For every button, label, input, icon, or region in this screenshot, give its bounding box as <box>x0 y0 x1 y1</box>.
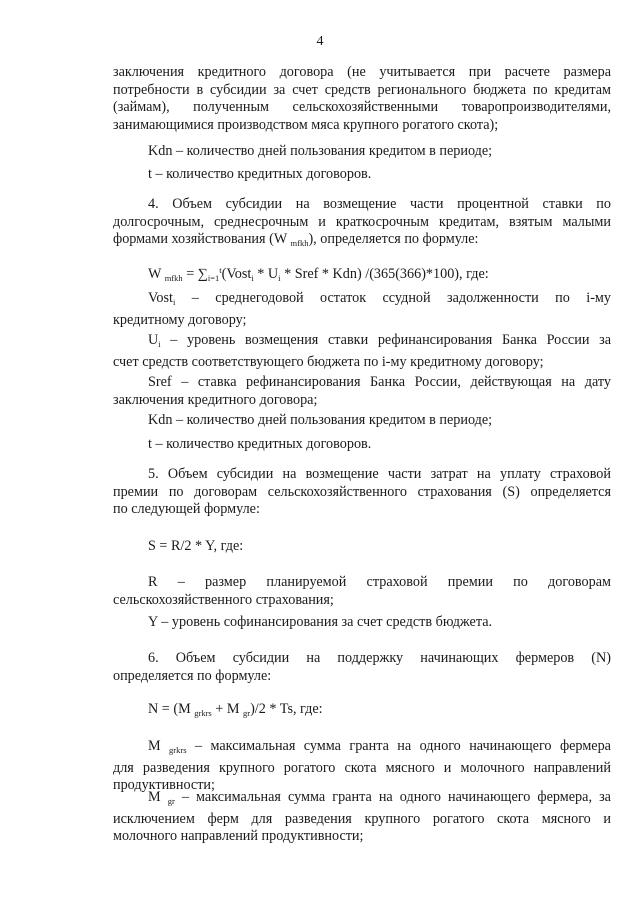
definition-m-grkrs <box>113 738 611 795</box>
text-line: потребности в субсидии за счет средств регионального бюджета по кредитам <box>113 81 611 98</box>
page-number: 4 <box>316 34 324 49</box>
definition-kdn: Kdn – количество дней пользования кредитом в периоде; <box>148 143 493 159</box>
formula-w-mfkh: W $_{mfkh} = \sum_{i=1}^t(Vost_i * U_i$ * Sref * Kdn) /(365(366)*100), где: <box>148 265 489 283</box>
text-line: заключения кредитного договора; <box>113 391 318 408</box>
definition-r <box>113 574 611 609</box>
text-line: M $_{grkrs}$ – максимальная сумма гранта на одного начинающего фермера <box>148 738 611 755</box>
paragraph-continuation <box>113 64 611 134</box>
text-line: 5. Объем субсидии на возмещение части затрат на уплату страховой <box>148 466 611 482</box>
text-line: заключения кредитного договора (не учитывается при расчете размера <box>113 64 611 80</box>
definition-m-gr <box>113 789 611 846</box>
paragraph-5 <box>113 466 611 519</box>
definition-y: Y – уровень софинансирования за счет средств бюджета. <box>148 614 493 630</box>
paragraph-4 <box>113 196 611 253</box>
text-line: Vost$_i$ – среднегодовой остаток ссудной задолженности по i-му <box>148 290 611 307</box>
text-line: 6. Объем субсидии на поддержку начинающих фермеров (N) <box>148 650 611 666</box>
definition-sref <box>113 374 611 409</box>
formula-s: S = R/2 * Y, где: <box>148 538 244 554</box>
text-line: $U_i$ – уровень возмещения ставки рефинансирования Банка России за <box>148 332 611 349</box>
text-line: продуктивности; <box>113 777 215 793</box>
text-line: исключением ферм для разведения крупного рогатого скота мясного и <box>113 810 611 827</box>
text-line: формами хозяйствования (W $_{mfkh}$), определяется по формуле: <box>113 231 479 248</box>
definition-t-2: t – количество кредитных договоров. <box>148 436 372 452</box>
text-line: премии по договорам сельскохозяйственного страхования (S) определяется <box>113 483 611 500</box>
text-line: счет средств соответствующего бюджета по i-му кредитному договору; <box>113 353 544 370</box>
text-line: R – размер планируемой страховой премии по договорам <box>148 574 611 590</box>
definition-vost <box>113 290 611 329</box>
text-line: 4. Объем субсидии на возмещение части процентной ставки по <box>148 196 611 212</box>
text-line: по следующей формуле: <box>113 501 260 517</box>
formula-n: N = (M $_{grkrs}$ + M $_{gr}$)/2 * Ts, где: <box>148 701 323 718</box>
text-line: занимающимися производством мяса крупного рогатого скота); <box>113 116 499 133</box>
text-line: сельскохозяйственного страхования; <box>113 591 334 608</box>
definition-t: t – количество кредитных договоров. <box>148 166 372 182</box>
text-line: M $_{gr}$ – максимальная сумма гранта на одного начинающего фермера, за <box>148 789 611 806</box>
text-line: долгосрочным, среднесрочным и краткосрочным кредитам, взятым малыми <box>113 213 611 230</box>
paragraph-6 <box>113 650 611 685</box>
text-line: для разведения крупного рогатого скота мясного и молочного направлений <box>113 759 611 776</box>
text-line: молочного направлений продуктивности; <box>113 828 364 844</box>
text-line: (займам), полученным сельскохозяйственными товаропроизводителями, <box>113 99 611 115</box>
text-line: кредитному договору; <box>113 311 247 328</box>
definition-kdn-2: Kdn – количество дней пользования кредитом в периоде; <box>148 412 493 428</box>
text-line: Sref – ставка рефинансирования Банка России, действующая на дату <box>148 374 611 390</box>
text-line: определяется по формуле: <box>113 667 272 684</box>
definition-u <box>113 332 611 371</box>
